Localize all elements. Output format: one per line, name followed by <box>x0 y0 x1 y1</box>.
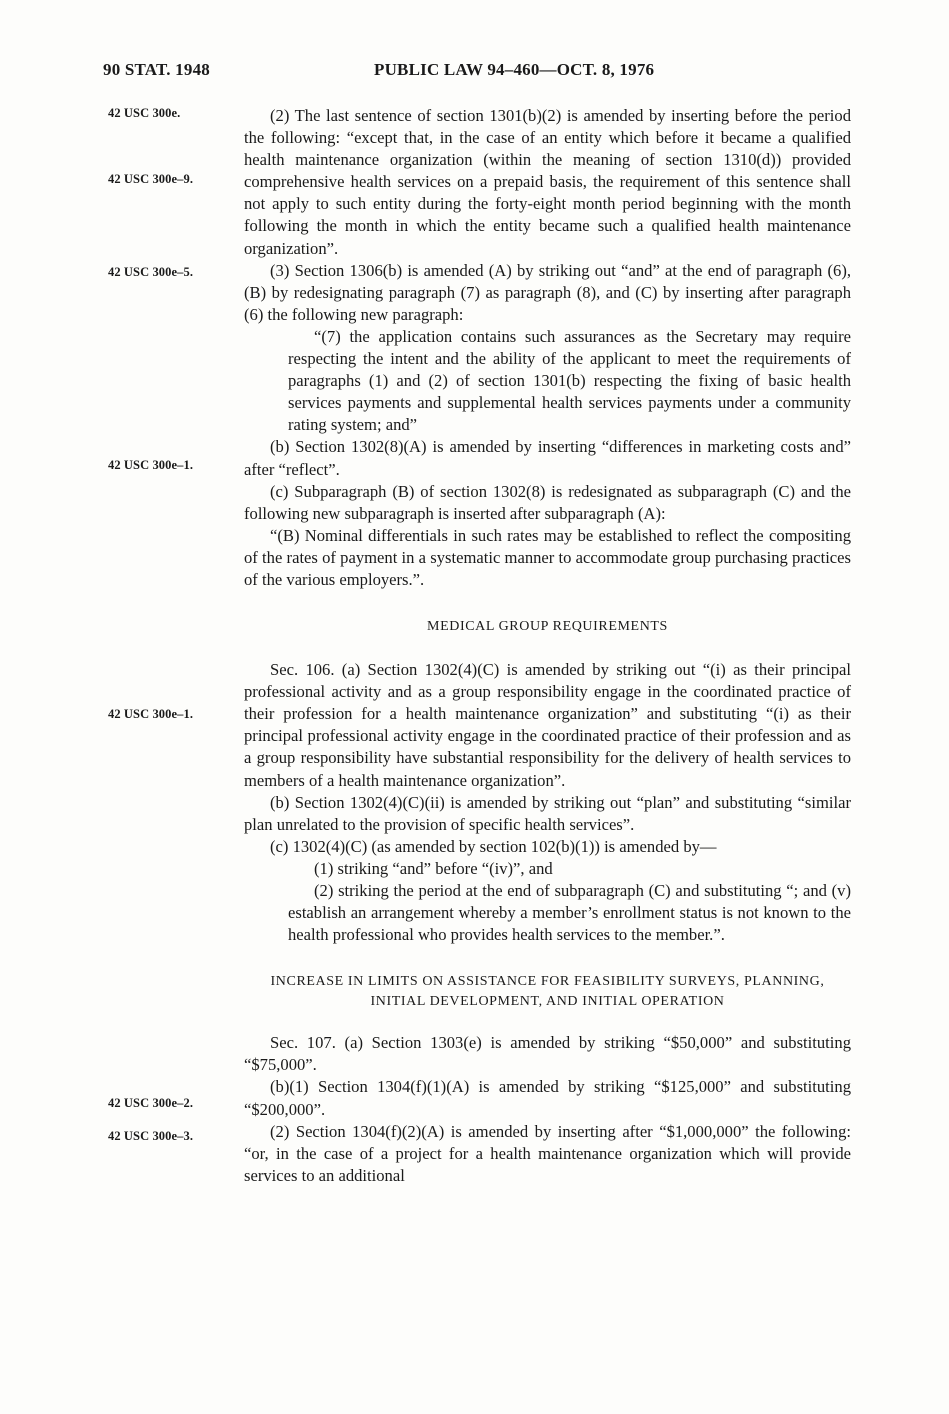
margin-note-usc-300e-1-b: 42 USC 300e–1. <box>108 707 194 721</box>
margin-note-usc-300e-5: 42 USC 300e–5. <box>108 265 194 279</box>
body-text-column <box>244 105 851 1187</box>
paragraph-3: (3) Section 1306(b) is amended (A) by striking out “and” at the end of paragraph (6), (B) by redesignating paragraph (7) as paragraph (8), and (C) by inserting after paragraph (6) the following new paragraph: <box>244 260 851 324</box>
section-107-b-1: (b)(1) Section 1304(f)(1)(A) is amended by striking “$125,000” and substituting “$200,000”. <box>244 1077 851 1119</box>
quoted-paragraph-7: “(7) the application contains such assurances as the Secretary may require respecting the intent and the ability of the applicant to meet the requirements of paragraphs (1) and (2) of section 1301(b) respecting the fixing of basic health services payments and supplemental health services payments under a community rating system; and” <box>288 326 851 435</box>
section-106-c-1: (1) striking “and” before “(iv)”, and <box>314 858 553 878</box>
margin-note-usc-300e-3: 42 USC 300e–3. <box>108 1129 194 1143</box>
margin-note-usc-300e: 42 USC 300e. <box>108 106 181 120</box>
statute-citation: 90 STAT. 1948 <box>103 60 210 79</box>
section-106-c-2: (2) striking the period at the end of subparagraph (C) and substituting “; and (v) establish an arrangement whereby a member’s enrollment status is not known to the health professional who provides health services to the member.”. <box>288 881 851 945</box>
section-107-b-2: (2) Section 1304(f)(2)(A) is amended by inserting after “$1,000,000” the following: “or, in the case of a project for a health maintenance organization which will provide services to an additional <box>244 1121 851 1185</box>
section-107-a: Sec. 107. (a) Section 1303(e) is amended by striking “$50,000” and substituting “$75,000”. <box>244 1033 851 1075</box>
paragraph-2: (2) The last sentence of section 1301(b)(2) is amended by inserting before the period the following: “except that, in the case of an entity which before it became a qualified health maintenance organization (within the meaning of section 1310(d)) provided comprehensive health services on a prepaid basis, the requirement of this sentence shall not apply to such entity during the forty-eight month period beginning with the month following the month in which the entity became such a qualified health maintenance organization”. <box>244 106 851 258</box>
paragraph-c: (c) Subparagraph (B) of section 1302(8) is redesignated as subparagraph (C) and the following new subparagraph is inserted after subparagraph (A): <box>244 481 851 523</box>
section-106-b: (b) Section 1302(4)(C)(ii) is amended by striking out “plan” and substituting “similar plan unrelated to the provision of specific health services”. <box>244 792 851 834</box>
margin-note-usc-300e-1-a: 42 USC 300e–1. <box>108 458 194 472</box>
margin-note-usc-300e-9: 42 USC 300e–9. <box>108 172 194 186</box>
section-heading-increase-limits-line2: INITIAL DEVELOPMENT, AND INITIAL OPERATION <box>370 994 725 1010</box>
paragraph-b: (b) Section 1302(8)(A) is amended by inserting “differences in marketing costs and” after “reflect”. <box>244 437 851 479</box>
public-law-citation: PUBLIC LAW 94–460—OCT. 8, 1976 <box>374 60 655 79</box>
section-heading-medical-group: MEDICAL GROUP REQUIREMENTS <box>427 619 668 635</box>
section-heading-increase-limits-line1: INCREASE IN LIMITS ON ASSISTANCE FOR FEASIBILITY SURVEYS, PLANNING, <box>270 974 825 990</box>
section-106-c: (c) 1302(4)(C) (as amended by section 102(b)(1)) is amended by— <box>270 836 717 856</box>
section-106-a: Sec. 106. (a) Section 1302(4)(C) is amended by striking out “(i) as their principal professional activity and as a group responsibility engage in the coordinated practice of their profession for a health maintenance organization” and substituting “(i) as their principal professional activity engage in the coordinated practice of their profession and as a group responsibility have substantial responsibility for the delivery of health services to members of a health maintenance organization”. <box>244 660 851 790</box>
margin-note-usc-300e-2: 42 USC 300e–2. <box>108 1096 194 1110</box>
quoted-subparagraph-b: “(B) Nominal differentials in such rates may be established to reflect the compositing of the rates of payment in a systematic manner to accommodate group purchasing practices of the various employers.”. <box>244 525 851 589</box>
